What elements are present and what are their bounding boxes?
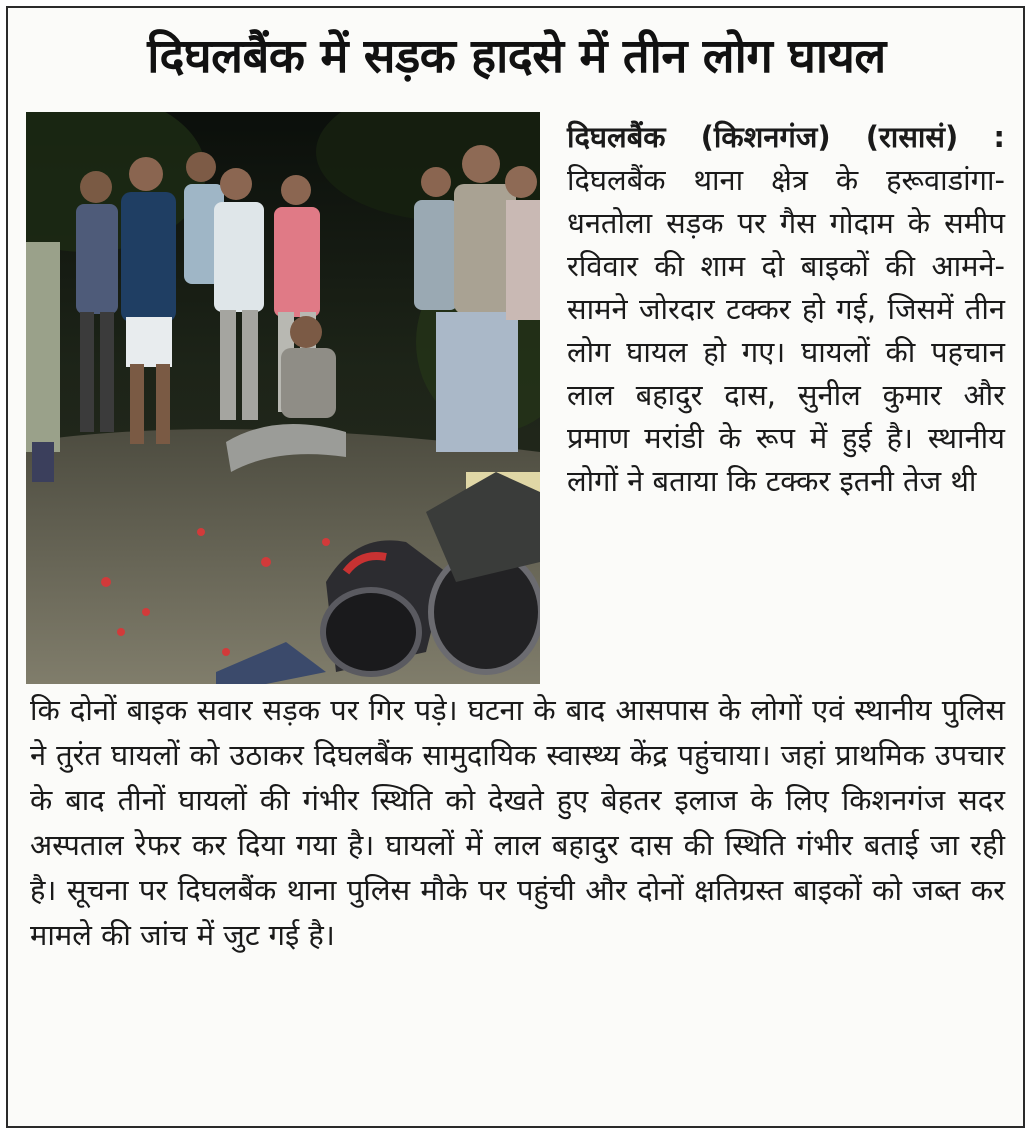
article-body-side-text: दिघलबैंक थाना क्षेत्र के हरूवाडांगा-धनतोला सड़क पर गैस गोदाम के समीप रविवार की शाम दो बाइकों की आमने-सामने जोरदार टक्कर हो गई, जिसमें तीन लोग घायल हो गए। घायलों की पहचान लाल बहादुर दास, सुनील कुमार और प्रमाण मरांडी के रूप में हुई है। स्थानीय लोगों ने बताया कि टक्कर इतनी तेज थी: [567, 163, 1005, 498]
accident-scene-photo: [26, 112, 540, 684]
headline: दिघलबैंक में सड़क हादसे में तीन लोग घायल: [147, 29, 886, 84]
article-body-side-column: [567, 116, 1005, 503]
dateline: दिघलबैंक (किशनगंज) (रासासं) :: [567, 120, 1005, 154]
article-body-full-width: कि दोनों बाइक सवार सड़क पर गिर पड़े। घटना के बाद आसपास के लोगों एवं स्थानीय पुलिस ने तुरंत घायलों को उठाकर दिघलबैंक सामुदायिक स्वास्थ्य केंद्र पहुंचाया। जहां प्राथमिक उपचार के बाद तीनों घायलों की गंभीर स्थिति को देखते हुए बेहतर इलाज के लिए किशनगंज सदर अस्पताल रेफर कर दिया गया है। घायलों में लाल बहादुर दास की स्थिति गंभीर बताई जा रही है। सूचना पर दिघलबैंक थाना पुलिस मौके पर पहुंची और दोनों क्षतिग्रस्त बाइकों को जब्त कर मामले की जांच में जुट गई है।: [30, 693, 1005, 952]
